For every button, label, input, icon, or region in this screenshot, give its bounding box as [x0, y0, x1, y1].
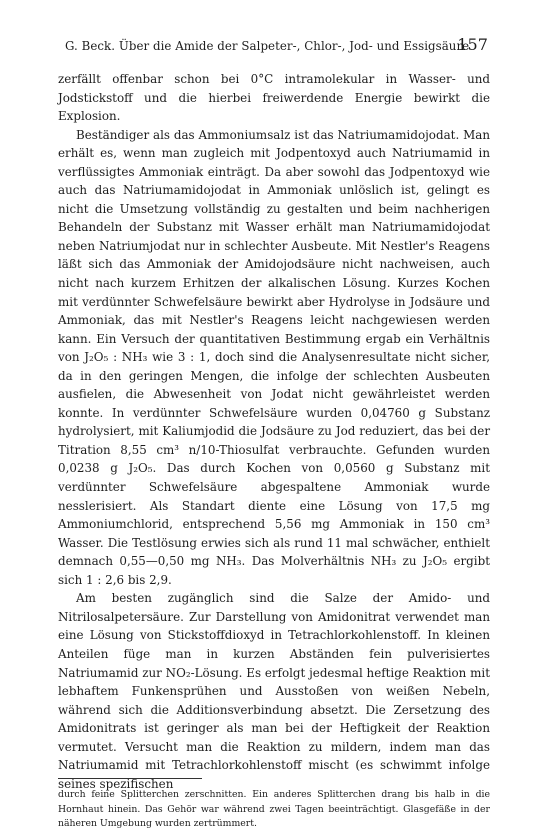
footnote: durch feine Splitterchen zerschnitten. Ein anderes Splitterchen drang bis halb in die Hornhaut hinein. Das Gehör war während zwei Tagen beeinträchtigt. Glasgefäße in der näheren Umgebung wurden zertrümmert. [58, 789, 490, 830]
paragraph-amidonitrat: Am besten zugänglich sind die Salze der Amido- und Nitrilosalpetersäure. Zur Darstellung von Amidonitrat verwendet man eine Lösung von Stickstoffdioxyd in Tetrachlorkohlenstoff. In kleinen Anteilen füge man in kurzen Abständen fein pulverisiertes Natriumamid zur NO₂-Lösung. Es erfolgt jedesmal heftige Reaktion mit lebhaftem Funkensprühen und Ausstoßen von weißen Nebeln, während sich die Additionsverbindung absetzt. Die Zersetzung des Amidonitrats ist geringer als man bei der Heftigkeit der Reaktion vermutet. Versucht man die Reaktion zu mildern, indem man das Natriumamid mit Tetrachlorkohlenstoff mischt (es schwimmt infolge seines spezifischen [58, 591, 490, 791]
paragraph-natriumamidojodat: Beständiger als das Ammoniumsalz ist das Natriumamidojodat. Man erhält es, wenn man zugleich mit Jodpentoxyd auch Natriumamid in verflüssigtes Ammoniak einträgt. Da aber sowohl das Jodpentoxyd wie auch das Natriumamidojodat in Ammoniak unlöslich ist, gelingt es nicht die Umsetzung vollständig zu gestalten und beim nachherigen Behandeln der Substanz mit Wasser erhält man Natriumamidojodat neben Natriumjodat nur in schlechter Ausbeute. Mit Nestler's Reagens läßt sich das Ammoniak der Amidojodsäure nicht nachweisen, auch nicht nach kurzem Erhitzen der alkalischen Lösung. Kurzes Kochen mit verdünnter Schwefelsäure bewirkt aber Hydrolyse in Jodsäure und Ammoniak, das mit Nestler's Reagens leicht nachgewiesen werden kann. Ein Versuch der quantitativen Bestimmung ergab ein Verhältnis von J₂O₅ : NH₃ wie 3 : 1, doch sind die Analysenresultate nicht sicher, da in den geringen Mengen, die infolge der schlechten Ausbeuten ausfielen, die Abwesenheit von Jodat nicht gewährleistet werden konnte. In verdünnter Schwefelsäure wurden 0,04760 g Substanz hydrolysiert, mit Kaliumjodid die Jodsäure zu Jod reduziert, das bei der Titration 8,55 cm³ n/10-Thiosulfat verbrauchte. Gefunden wurden 0,0238 g J₂O₅. Das durch Kochen von 0,0560 g Substanz mit verdünnter Schwefelsäure abgespaltene Ammoniak wurde nesslerisiert. Als Standart diente eine Lösung von 17,5 mg Ammoniumchlorid, entsprechend 5,56 mg Ammoniak in 150 cm³ Wasser. Die Testlösung erwies sich als rund 11 mal schwächer, enthielt demnach 0,55—0,50 mg NH₃. Das Molverhältnis NH₃ zu J₂O₅ ergibt sich 1 : 2,6 bis 2,9. [58, 127, 490, 587]
header-title: G. Beck. Über die Amide der Salpeter-, Chlor-, Jod- und Essigsäure [65, 39, 470, 53]
running-header [65, 35, 488, 59]
body-text [58, 70, 490, 793]
footnote-rule [58, 778, 202, 779]
page-number: 157 [457, 35, 488, 54]
paragraph-continuation: zerfällt offenbar schon bei 0°C intramolekular in Wasser- und Jodstickstoff und die hierbei freiwerdende Energie bewirkt die Explosion. [58, 72, 490, 124]
